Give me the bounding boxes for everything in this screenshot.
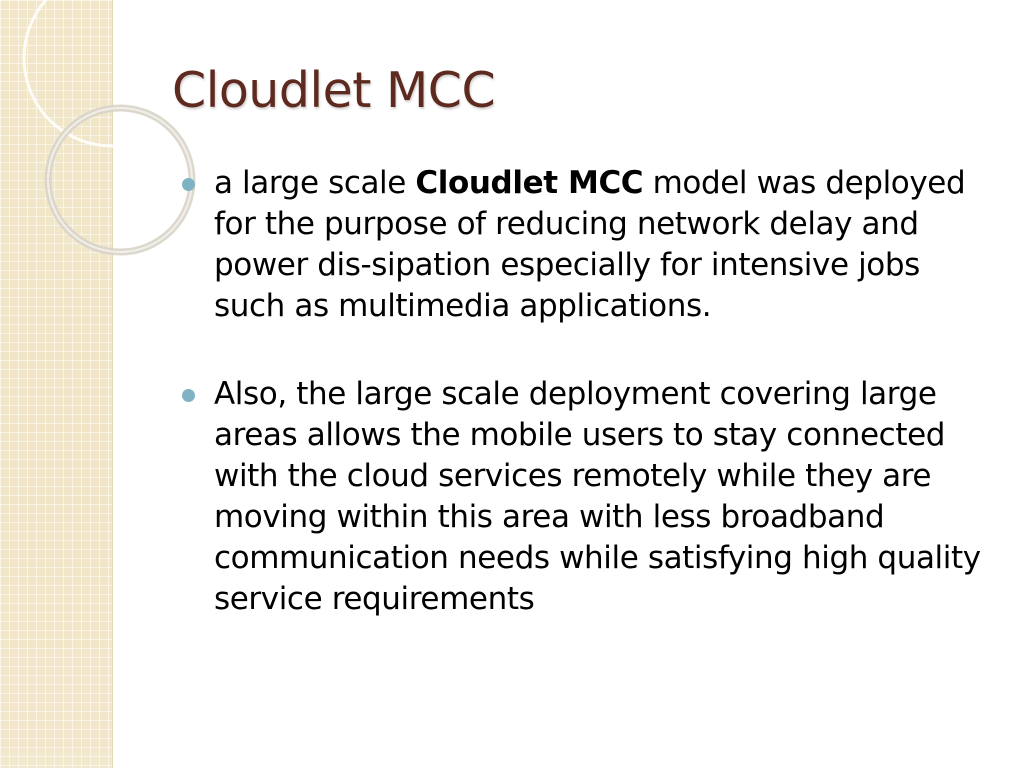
bullet-dot-icon xyxy=(182,178,195,191)
bullet-list xyxy=(182,163,994,620)
slide-title: Cloudlet MCC xyxy=(172,62,496,119)
bullet-text-bold: Cloudlet MCC xyxy=(415,165,644,201)
bullet-item xyxy=(182,374,994,620)
bullet-text-after: model was deployed for the purpose of reducing network delay and power dis-sipation especially for intensive jobs such as multimedia applications. xyxy=(214,165,966,324)
decorative-rings xyxy=(0,0,140,260)
bullet-item xyxy=(182,163,994,327)
bullet-dot-icon xyxy=(182,389,195,402)
bullet-text-before: a large scale xyxy=(214,165,416,201)
bullet-text: Also, the large scale deployment covering large areas allows the mobile users to stay connected with the cloud services remotely while they are moving within this area with less broadband communication needs while satisfying high quality service requirements xyxy=(214,376,981,617)
